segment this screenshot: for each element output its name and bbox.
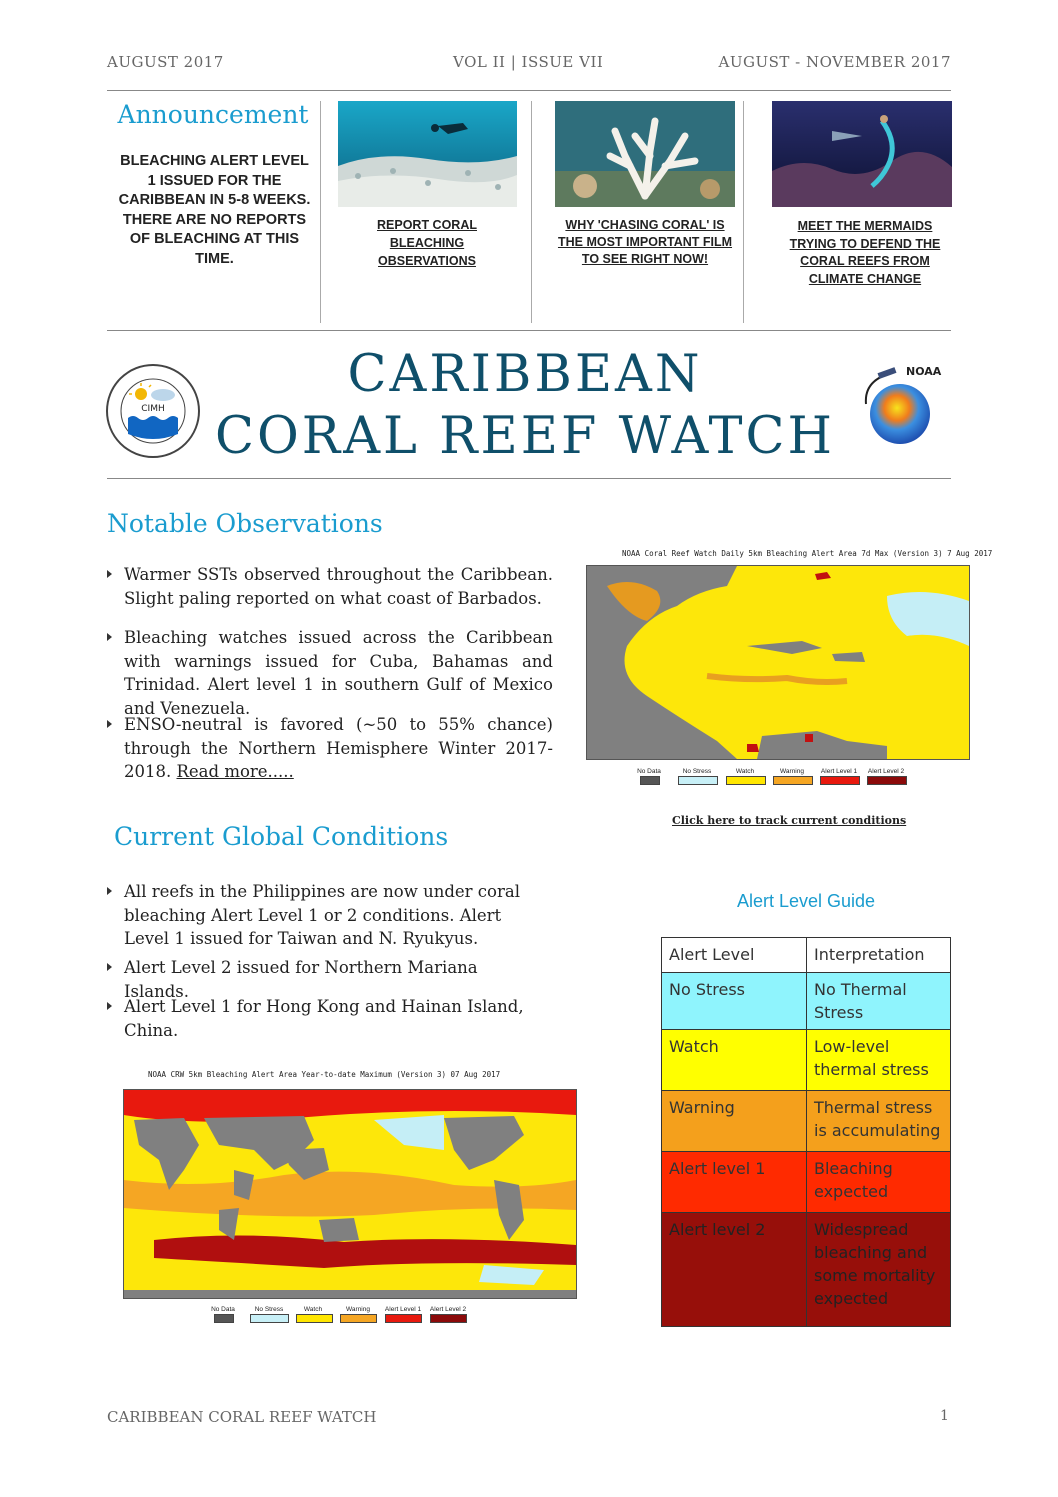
global-map-title: NOAA CRW 5km Bleaching Alert Area Year-to-date Maximum (Version 3) 07 Aug 2017 [148,1070,501,1079]
column-divider [320,101,321,323]
legend-swatch-no-stress [678,776,718,785]
bullet-text: Alert Level 2 issued for Northern Mariana Islands. [124,958,478,1001]
legend-label: Watch [735,768,755,775]
list-item [107,995,567,1042]
column-divider [531,101,532,323]
legend-label: No Data [211,1306,235,1313]
interpretation-cell: No Thermal Stress [807,973,951,1030]
table-header-interpretation: Interpretation [807,938,951,973]
feature-link-mermaids[interactable]: MEET THE MERMAIDS TRYING TO DEFEND THE CORAL REEFS FROM CLIMATE CHANGE [789,219,941,286]
legend-label: No Data [637,768,661,775]
bullet-triangle-icon [107,633,112,641]
list-item [107,626,553,720]
bullet-triangle-icon [107,720,112,728]
legend-label: Alert Level 1 [820,768,858,775]
column-divider [743,101,744,323]
legend-label: Watch [303,1306,323,1313]
bullet-triangle-icon [107,887,112,895]
caribbean-bleaching-map[interactable] [586,565,970,760]
table-row [662,973,951,1030]
legend-label: Alert Level 2 [429,1306,467,1313]
feature-link-report-bleaching[interactable]: REPORT CORAL BLEACHING OBSERVATIONS [377,218,477,268]
alert-level-cell: Alert level 2 [662,1213,807,1327]
footer-title: CARIBBEAN CORAL REEF WATCH [107,1408,377,1426]
notable-observations-title: Notable Observations [107,509,383,538]
alert-level-cell: Watch [662,1030,807,1091]
alert-level-table [661,937,951,1327]
alert-level-cell: No Stress [662,973,807,1030]
legend-label: Warning [780,768,804,775]
legend-label: No Stress [682,768,712,775]
legend-swatch-watch [296,1314,333,1323]
current-global-conditions-title: Current Global Conditions [114,822,449,851]
bullet-triangle-icon [107,570,112,578]
table-row [662,1213,951,1327]
legend-label: No Stress [254,1306,284,1313]
announcement-text: BLEACHING ALERT LEVEL 1 ISSUED FOR THE CARIBBEAN IN 5-8 WEEKS. THERE ARE NO REPORTS OF BLEACHING AT THIS TIME. [118,153,311,267]
legend-swatch-alert-2 [867,776,907,785]
caribbean-map-title: NOAA Coral Reef Watch Daily 5km Bleaching Alert Area 7d Max (Version 3) 7 Aug 2017 [622,549,993,558]
header-volume: VOL II | ISSUE VII [453,53,604,71]
masthead-line2: CORAL REEF WATCH [214,407,836,466]
masthead-top-rule [107,330,951,331]
interpretation-cell: Bleaching expected [807,1152,951,1213]
alert-level-cell: Warning [662,1091,807,1152]
bleached-coral-image[interactable] [555,101,735,207]
bullet-text: Bleaching watches issued across the Caribbean with warnings issued for Cuba, Bahamas and Trinidad. Alert level 1 in southern Gulf of Mexico and Venezuela. [124,628,553,718]
list-item [107,563,553,610]
header-date: AUGUST 2017 [107,53,224,71]
cimh-logo-text: CIMH [141,404,165,414]
diver-bleached-reef-image[interactable] [338,101,517,207]
list-item [107,880,547,951]
legend-label: Alert Level 2 [867,768,905,775]
legend-swatch-alert-1 [385,1314,422,1323]
table-header-alert-level: Alert Level [662,938,807,973]
legend-swatch-watch [726,776,766,785]
list-item [107,713,553,784]
feature-link-chasing-coral[interactable]: WHY 'CHASING CORAL' IS THE MOST IMPORTANT FILM TO SEE RIGHT NOW! [557,218,733,266]
legend-swatch-alert-2 [430,1314,467,1323]
table-row [662,1091,951,1152]
interpretation-cell: Thermal stress is accumulating [807,1091,951,1152]
legend-swatch-warning [773,776,813,785]
bullet-text: All reefs in the Philippines are now under coral bleaching Alert Level 1 or 2 conditions. Alert Level 1 issued for Taiwan and N. Ryukyus. [124,882,520,948]
alert-level-cell: Alert level 1 [662,1152,807,1213]
track-conditions-link[interactable]: Click here to track current conditions [672,814,907,827]
legend-swatch-no-data [640,776,660,785]
mermaid-underwater-image[interactable] [772,101,952,207]
global-bleaching-map[interactable] [123,1089,577,1299]
legend-label: Alert Level 1 [384,1306,422,1313]
read-more-link[interactable]: Read more..... [176,762,294,781]
alert-level-guide-title: Alert Level Guide [736,891,876,911]
bullet-triangle-icon [107,963,112,971]
bullet-text: Alert Level 1 for Hong Kong and Hainan Island, China. [124,997,524,1040]
legend-swatch-no-data [214,1314,234,1323]
table-row [662,1030,951,1091]
bullet-text: ENSO-neutral is favored (~50 to 55% chance) through the Northern Hemisphere Winter 2017-2018. [124,715,553,781]
header-rule [107,90,951,91]
noaa-crw-logo [848,362,948,462]
header-period: AUGUST - NOVEMBER 2017 [718,53,951,71]
legend-swatch-warning [340,1314,377,1323]
cimh-logo [106,364,200,458]
interpretation-cell: Low-level thermal stress [807,1030,951,1091]
legend-swatch-no-stress [250,1314,289,1323]
bullet-triangle-icon [107,1002,112,1010]
masthead-line1: CARIBBEAN [347,345,703,404]
interpretation-cell: Widespread bleaching and some mortality expected [807,1213,951,1327]
legend-label: Warning [346,1306,370,1313]
noaa-logo-text: NOAA [906,365,942,378]
bullet-text: Warmer SSTs observed throughout the Caribbean. Slight paling reported on what coast of Barbados. [124,565,553,608]
legend-swatch-alert-1 [820,776,860,785]
table-row [662,1152,951,1213]
masthead-bottom-rule [107,478,951,479]
announcement-title: Announcement [117,100,309,129]
page-number: 1 [940,1408,949,1424]
